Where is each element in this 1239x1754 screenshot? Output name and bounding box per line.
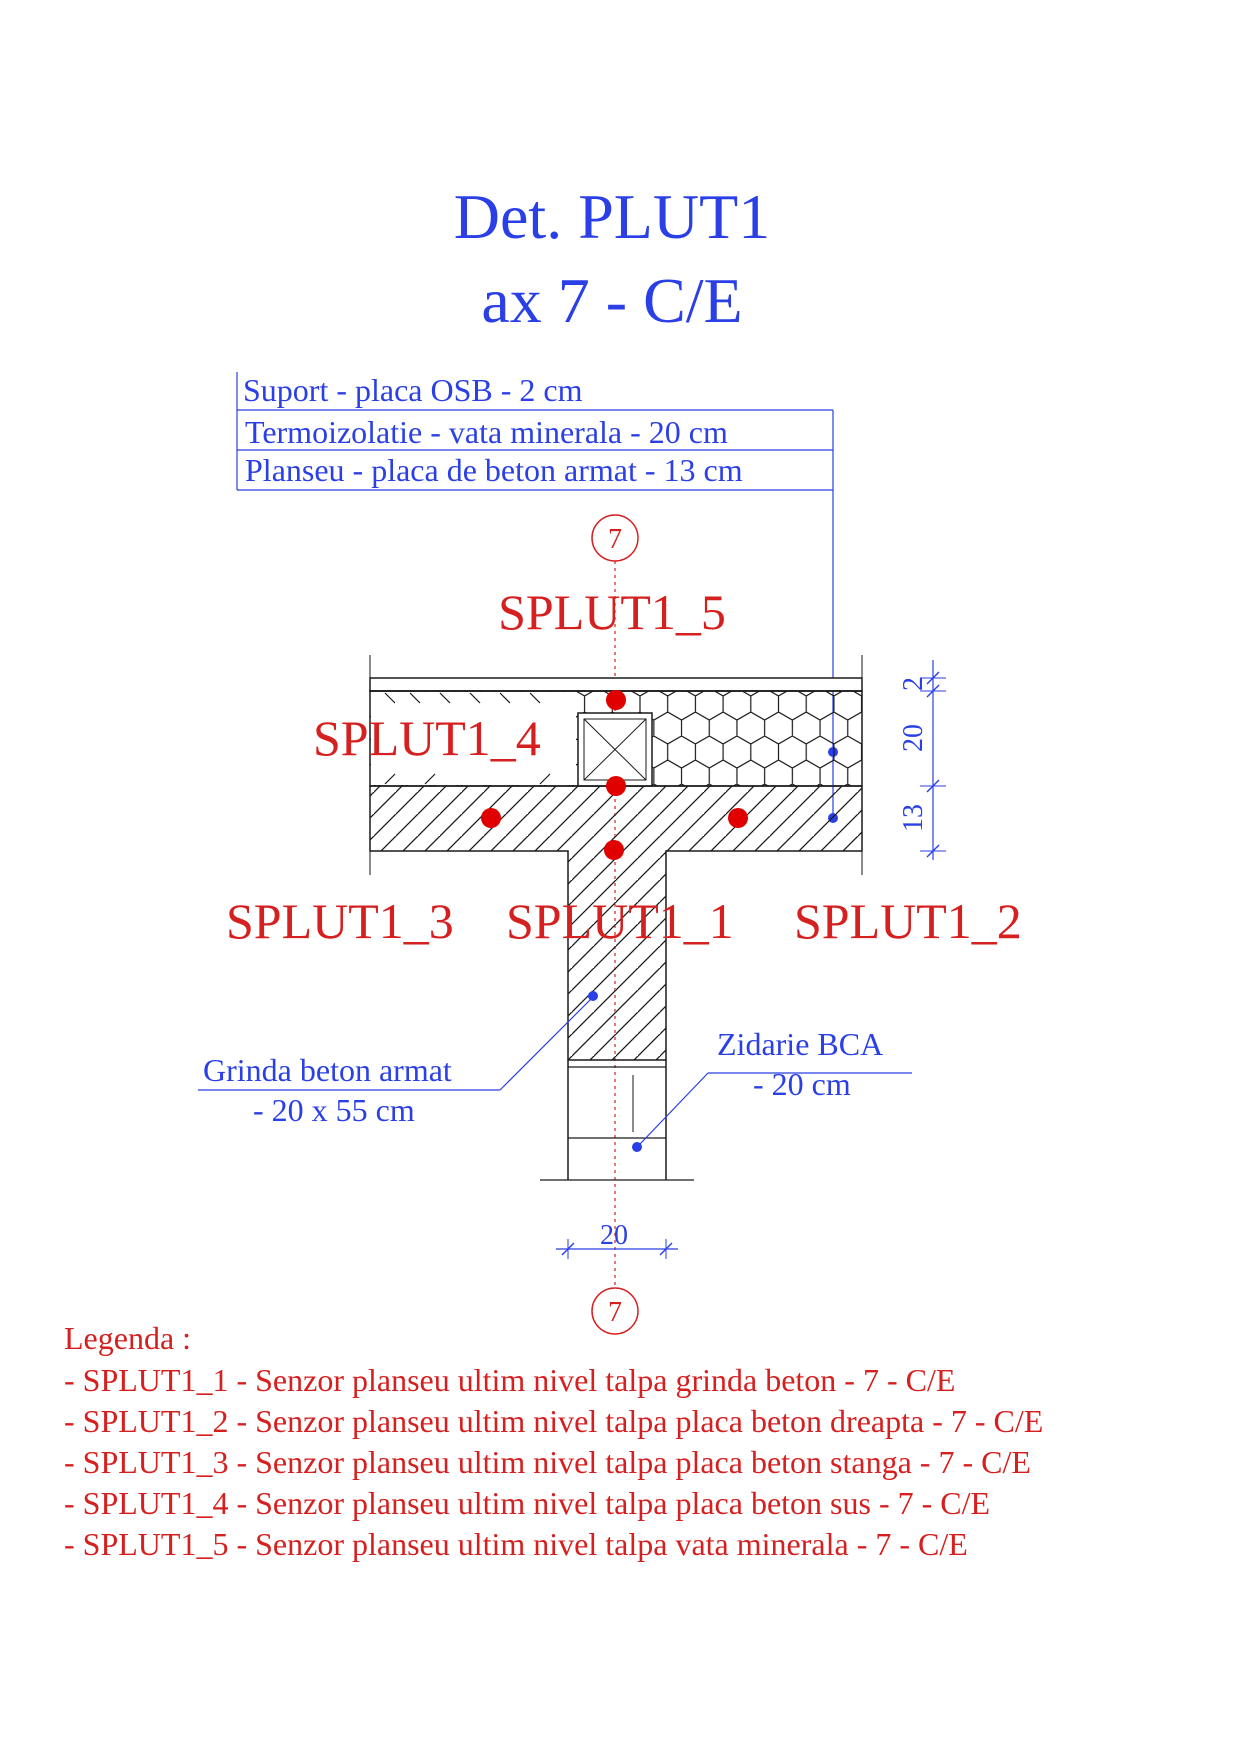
layer-label-insulation: Termoizolatie - vata minerala - 20 cm — [245, 414, 728, 450]
beam-note-line-2: - 20 x 55 cm — [253, 1092, 415, 1128]
sensor-label-3: SPLUT1_3 — [226, 893, 454, 949]
legend-item: - SPLUT1_3 - Senzor planseu ultim nivel talpa placa beton stanga - 7 - C/E — [64, 1444, 1031, 1480]
sensor-dot-2 — [728, 808, 748, 828]
beam-note — [198, 991, 598, 1128]
wall-note-line-1: Zidarie BCA — [717, 1026, 884, 1062]
legend — [64, 1320, 1043, 1562]
vertical-dimension — [898, 660, 946, 860]
dim-osb: 2 — [898, 677, 929, 691]
legend-item: - SPLUT1_1 - Senzor planseu ultim nivel talpa grinda beton - 7 - C/E — [64, 1362, 956, 1398]
layer-label-slab: Planseu - placa de beton armat - 13 cm — [245, 452, 743, 488]
sensor-dot-4 — [606, 776, 626, 796]
axis-label-bottom: 7 — [608, 1297, 622, 1328]
sensor-label-5: SPLUT1_5 — [498, 584, 726, 640]
sensor-label-2: SPLUT1_2 — [794, 893, 1022, 949]
axis-label-top: 7 — [608, 524, 622, 555]
osb-layer — [370, 678, 862, 691]
dim-insulation: 20 — [898, 724, 929, 752]
dim-slab: 13 — [898, 804, 929, 832]
wall-note-line-2: - 20 cm — [753, 1066, 851, 1102]
sensor-dot-1 — [604, 840, 624, 860]
sensor-label-4: SPLUT1_4 — [313, 710, 541, 766]
horizontal-dimension — [556, 1220, 678, 1259]
sensor-dot-3 — [481, 808, 501, 828]
title-line-2: ax 7 - C/E — [481, 265, 743, 336]
dim-beam-width: 20 — [600, 1220, 628, 1251]
sensor-label-1: SPLUT1_1 — [506, 893, 734, 949]
wall-note — [632, 1026, 912, 1152]
bca-wall — [540, 1060, 694, 1180]
legend-item: - SPLUT1_5 - Senzor planseu ultim nivel talpa vata minerala - 7 - C/E — [64, 1526, 968, 1562]
layer-label-osb: Suport - placa OSB - 2 cm — [243, 372, 583, 408]
legend-title: Legenda : — [64, 1320, 192, 1356]
beam-note-line-1: Grinda beton armat — [203, 1052, 452, 1088]
legend-item: - SPLUT1_4 - Senzor planseu ultim nivel talpa placa beton sus - 7 - C/E — [64, 1485, 991, 1521]
legend-item: - SPLUT1_2 - Senzor planseu ultim nivel talpa placa beton dreapta - 7 - C/E — [64, 1403, 1044, 1439]
sensor-dot-5 — [606, 690, 626, 710]
title-line-1: Det. PLUT1 — [453, 181, 771, 252]
